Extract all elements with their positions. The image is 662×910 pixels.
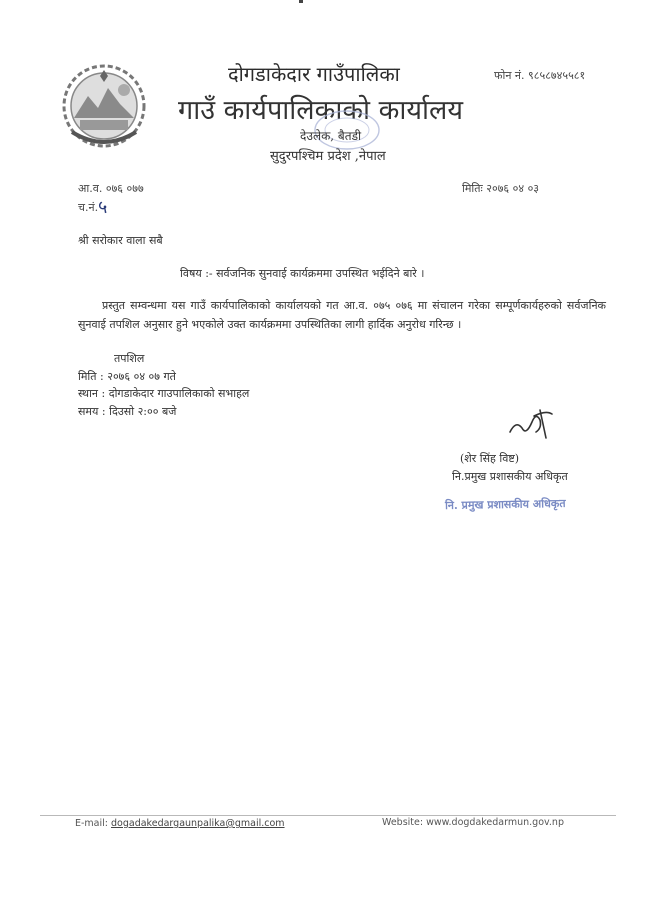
details-heading: तपशिल — [114, 352, 145, 365]
phone-number: फोन नं. ९८५८७४५५८१ — [494, 69, 586, 82]
details-place: स्थान : दोगडाकेदार गाउपालिकाको सभाहल — [78, 387, 250, 400]
subject-line: विषय :- सर्वजनिक सुनवाई कार्यक्रममा उपस्थित भईदिने बारे । — [180, 267, 425, 280]
footer-divider — [40, 815, 616, 816]
letter-body: प्रस्तुत सम्वन्धमा यस गाउँ कार्यपालिकाको कार्यालयको गत आ.व. ०७५ ०७६ मा संचालन गरेका सम्पूर्णकार्यहरुको सर्वजनिक सुनवाई तपशिल अनुसार हुने भएकोले उक्त कार्यक्रममा उपस्थितिका लागी हार्दिक अनुरोध गरिन्छ । — [78, 299, 606, 331]
scan-speck — [299, 0, 303, 3]
details-block — [78, 350, 249, 420]
recipient: श्री सरोकार वाला सबै — [78, 234, 163, 247]
office-name: दोगडाकेदार गाउँपालिका — [228, 62, 400, 86]
details-date: मिति : २०७६ ०४ ०७ गते — [78, 369, 176, 383]
footer-email — [75, 818, 285, 829]
signatory-title: नि.प्रमुख प्रशासकीय अधिकृत — [452, 470, 568, 483]
email-label: E-mail: — [75, 818, 112, 829]
signatory-name: (शेर सिंह विष्ट) — [460, 452, 520, 465]
address-line-2: सुदुरपश्चिम प्रदेश ,नेपाल — [270, 149, 386, 164]
office-title: गाउँ कार्यपालिकाको कार्यालय — [178, 95, 463, 126]
address-line-1: देउलेक, बैतडी — [300, 129, 362, 143]
signature-icon — [506, 402, 556, 444]
signatory-stamp: नि. प्रमुख प्रशासकीय अधिकृत — [444, 496, 566, 513]
details-time: समय : दिउसो २:०० बजे — [78, 404, 177, 418]
nepal-emblem-icon — [58, 60, 150, 152]
email-link[interactable]: dogadakedargaunpalika@gmail.com — [111, 818, 285, 829]
letter-date: मितिः २०७६ ०४ ०३ — [462, 182, 540, 195]
reference-label: च.नं. — [78, 201, 99, 214]
fiscal-year: आ.व. ०७६ ०७७ — [78, 182, 144, 195]
footer-website[interactable]: Website: www.dogdakedarmun.gov.np — [382, 817, 564, 828]
reference-number: ५ — [98, 197, 108, 218]
